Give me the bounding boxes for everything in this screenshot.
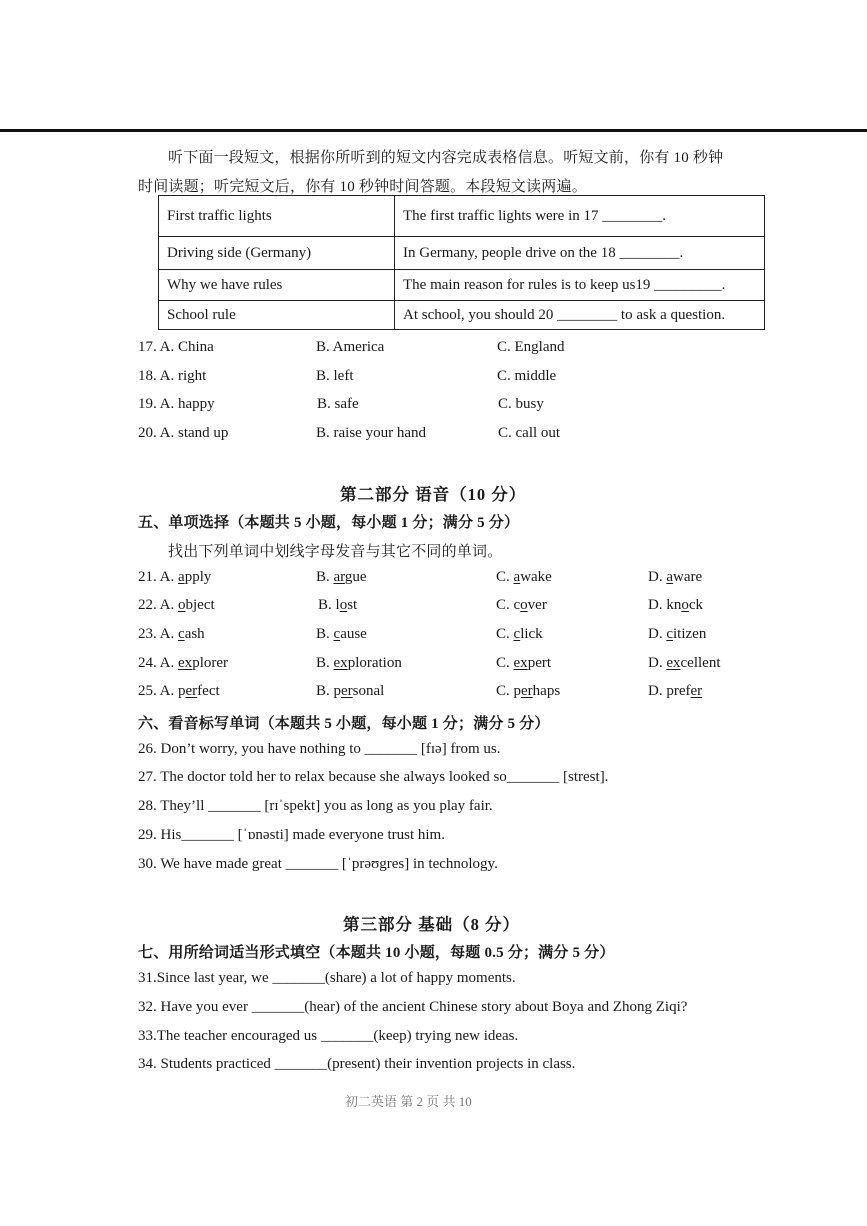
question-23-option-a: 23. A. cash <box>138 626 205 642</box>
question-24-option-d: D. excellent <box>648 655 721 671</box>
question-26: 26. Don’t worry, you have nothing to _______ [fɪə] from us. <box>138 741 501 757</box>
question-24-option-a: 24. A. explorer <box>138 655 229 671</box>
question-17-option-c: C. England <box>497 339 565 355</box>
table-cell-detail: In Germany, people drive on the 18 ________. <box>395 237 765 270</box>
question-21-option-c: C. awake <box>496 569 552 585</box>
question-22-option-b: B. lost <box>318 597 358 613</box>
table-row <box>159 270 765 301</box>
question-20-option-b: B. raise your hand <box>316 425 426 441</box>
table-row <box>159 301 765 330</box>
question-19-option-a: 19. A. happy <box>138 396 215 412</box>
section5-instruction: 找出下列单词中划线字母发音与其它不同的单词。 <box>168 544 503 560</box>
question-21-option-a: 21. A. apply <box>138 569 212 585</box>
question-20-option-c: C. call out <box>498 425 561 441</box>
question-17-option-b: B. America <box>316 339 385 355</box>
question-18-option-c: C. middle <box>497 368 557 384</box>
question-21-option-d: D. aware <box>648 569 703 585</box>
question-17-option-a: 17. A. China <box>138 339 214 355</box>
question-19-option-c: C. busy <box>498 396 544 412</box>
part3-title: 第三部分 基础（8 分） <box>343 915 520 934</box>
question-22-option-a: 22. A. object <box>138 597 215 613</box>
table-cell-topic: School rule <box>159 301 395 330</box>
question-20-option-a: 20. A. stand up <box>138 425 229 441</box>
page-footer: 初二英语 第 2 页 共 10 <box>345 1094 472 1109</box>
section6-heading: 六、看音标写单词（本题共 5 小题，每小题 1 分；满分 5 分） <box>138 716 550 732</box>
question-24-option-c: C. expert <box>496 655 552 671</box>
question-25-option-b: B. personal <box>316 683 385 699</box>
section7-heading: 七、用所给词适当形式填空（本题共 10 小题，每题 0.5 分；满分 5 分） <box>138 945 615 961</box>
question-22-option-c: C. cover <box>496 597 547 613</box>
table-cell-topic: Driving side (Germany) <box>159 237 395 270</box>
listening-info-table <box>158 195 765 330</box>
question-19-option-b: B. safe <box>317 396 359 412</box>
question-18-option-b: B. left <box>316 368 354 384</box>
question-31: 31.Since last year, we _______(share) a lot of happy moments. <box>138 970 516 986</box>
table-cell-detail: The first traffic lights were in 17 ________. <box>395 196 765 237</box>
section5-heading: 五、单项选择（本题共 5 小题，每小题 1 分；满分 5 分） <box>138 515 520 531</box>
listening-instruction-line2: 时间读题；听完短文后，你有 10 秒钟时间答题。本段短文读两遍。 <box>138 179 587 195</box>
question-33: 33.The teacher encouraged us _______(keep) trying new ideas. <box>138 1028 519 1044</box>
question-30: 30. We have made great _______ [ˈprəʊgres] in technology. <box>138 856 498 872</box>
question-21-option-b: B. argue <box>316 569 367 585</box>
question-22-option-d: D. knock <box>648 597 704 613</box>
table-cell-detail: At school, you should 20 ________ to ask a question. <box>395 301 765 330</box>
question-23-option-d: D. citizen <box>648 626 707 642</box>
question-25-option-c: C. perhaps <box>496 683 561 699</box>
table-cell-topic: Why we have rules <box>159 270 395 301</box>
question-34: 34. Students practiced _______(present) their invention projects in class. <box>138 1056 576 1072</box>
part2-title: 第二部分 语音（10 分） <box>340 485 527 504</box>
question-28: 28. They’ll _______ [rɪˈspekt] you as long as you play fair. <box>138 798 493 814</box>
page-top-rule <box>0 129 867 132</box>
question-32: 32. Have you ever _______(hear) of the ancient Chinese story about Boya and Zhong Ziqi? <box>138 999 688 1015</box>
question-27: 27. The doctor told her to relax because she always looked so_______ [strest]. <box>138 769 609 785</box>
question-23-option-c: C. click <box>496 626 543 642</box>
question-29: 29. His_______ [ˈɒnəsti] made everyone trust him. <box>138 827 445 843</box>
question-24-option-b: B. exploration <box>316 655 402 671</box>
listening-instruction-line1: 听下面一段短文，根据你所听到的短文内容完成表格信息。听短文前，你有 10 秒钟 <box>168 150 724 166</box>
table-row <box>159 237 765 270</box>
table-cell-topic: First traffic lights <box>159 196 395 237</box>
question-23-option-b: B. cause <box>316 626 367 642</box>
question-18-option-a: 18. A. right <box>138 368 207 384</box>
table-cell-detail: The main reason for rules is to keep us19 _________. <box>395 270 765 301</box>
question-25-option-d: D. prefer <box>648 683 703 699</box>
table-row <box>159 196 765 237</box>
question-25-option-a: 25. A. perfect <box>138 683 220 699</box>
